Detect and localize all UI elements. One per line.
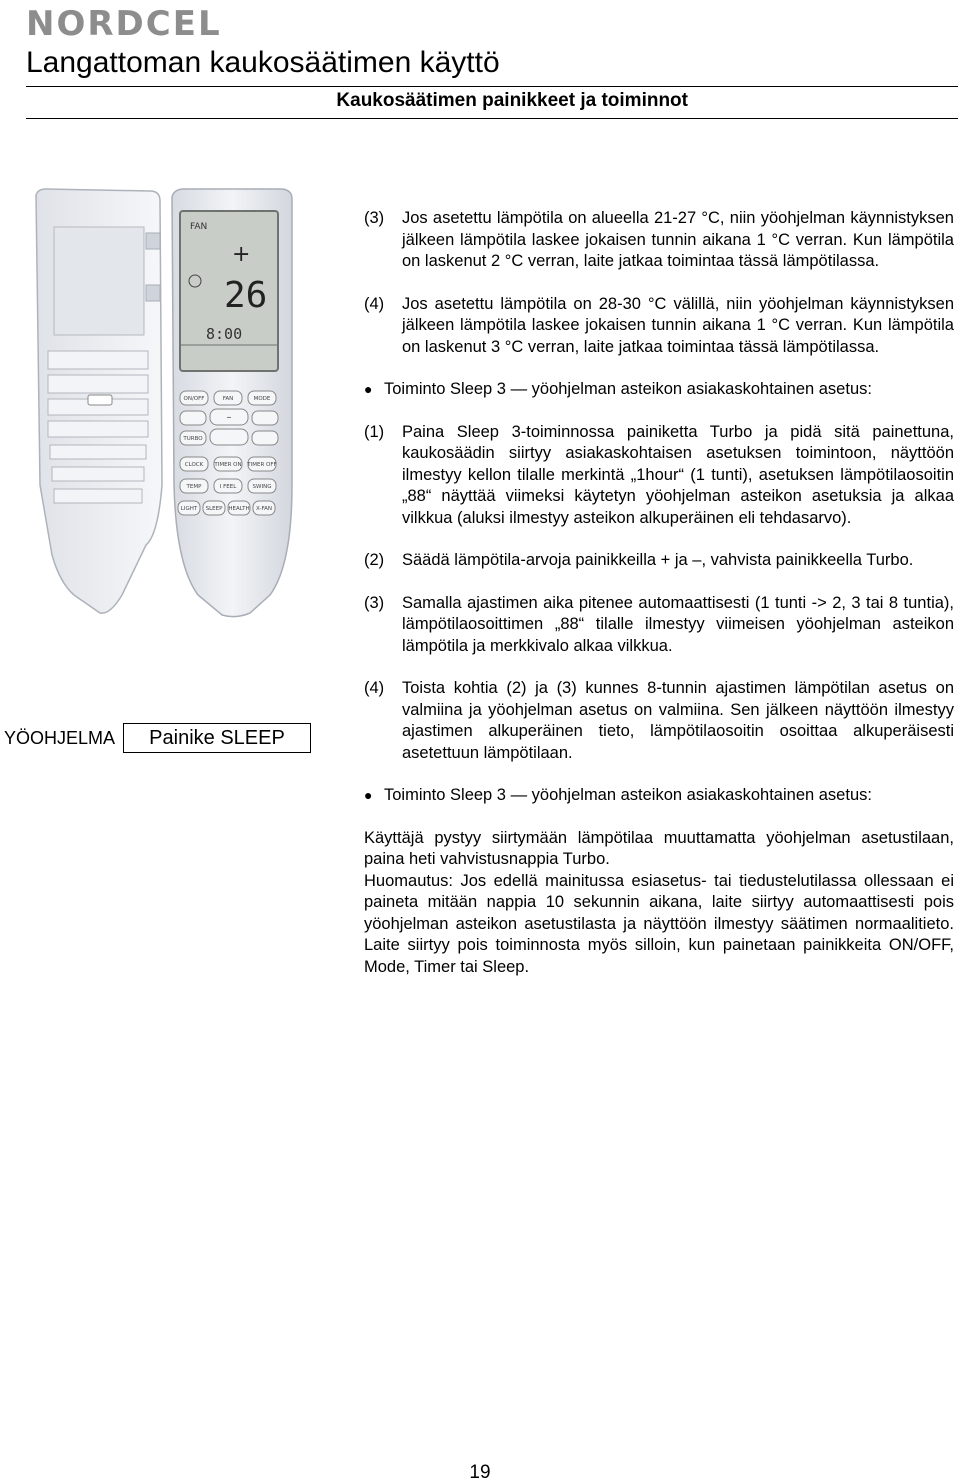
svg-text:X-FAN: X-FAN xyxy=(255,506,273,512)
svg-text:–: – xyxy=(226,412,232,423)
svg-text:SWING: SWING xyxy=(252,484,272,490)
svg-text:8:00: 8:00 xyxy=(206,325,243,343)
svg-text:CLOCK: CLOCK xyxy=(184,462,204,468)
svg-text:TURBO: TURBO xyxy=(183,436,203,442)
svg-text:TIMER OFF: TIMER OFF xyxy=(247,462,277,468)
header-rule-top xyxy=(26,86,958,87)
svg-text:26: 26 xyxy=(224,275,268,316)
remote-control-drawing xyxy=(30,185,300,620)
bullet-heading: ● Toiminto Sleep 3 — yöohjelman asteikon asiakaskohtainen asetus: xyxy=(364,379,954,401)
lid-window xyxy=(54,227,144,335)
svg-text:HEALTH: HEALTH xyxy=(228,506,250,512)
sleep-program-label: YÖOHJELMA xyxy=(4,728,116,748)
svg-text:FAN: FAN xyxy=(222,396,234,402)
svg-text:TEMP: TEMP xyxy=(186,484,202,490)
svg-text:SLEEP: SLEEP xyxy=(205,506,223,512)
list-item: (4) Toista kohtia (2) ja (3) kunnes 8-tunnin ajastimen lämpötilan asetus on valmiina ja yöohjelman asetus on valmiina. Sen jälkeen näyttöön ilmestyy ajastimen alkuperäinen tieto, lämpötilaosoitin osoittaa alkuperäisesti asetettuun lämpötilaan. xyxy=(364,679,954,762)
svg-text:FAN: FAN xyxy=(190,222,208,232)
list-item: (3) Samalla ajastimen aika pitenee automaattisesti (1 tunti -> 2, 3 tai 8 tuntia), lämpötilaosoittimen „88“ tilalle ilmestyy viimeisen yöohjelman asteikon lämpötila ja merkkivalo alkaa vilkkua. xyxy=(364,593,954,655)
page-number: 19 xyxy=(469,1462,491,1483)
svg-text:I FEEL: I FEEL xyxy=(219,484,237,490)
brand-logo: NORDCEL xyxy=(26,4,222,44)
list-item: (4) Jos asetettu lämpötila on 28-30 °C välillä, niin yöohjelman käynnistyksen jälkeen lämpötila laskee jokaisen tunnin aikana 1 °C verran. Kun lämpötila on laskenut 3 °C verran, laite jatkaa toimintaa tässä lämpötilassa. xyxy=(364,294,954,356)
section-subtitle: Kaukosäätimen painikkeet ja toiminnot xyxy=(336,90,688,111)
sleep-button-label-box: Painike SLEEP xyxy=(123,723,311,753)
bullet-icon: ● xyxy=(364,787,373,803)
svg-text:MODE: MODE xyxy=(253,396,271,402)
page-title: Langattoman kaukosäätimen käyttö xyxy=(26,46,500,79)
list-item: (2) Säädä lämpötila-arvoja painikkeilla + ja –, vahvista painikkeella Turbo. xyxy=(364,551,914,569)
svg-text:ON/OFF: ON/OFF xyxy=(183,396,205,402)
svg-text:TIMER ON: TIMER ON xyxy=(214,462,242,468)
paragraph: Käyttäjä pystyy siirtymään lämpötilaa muuttamatta yöohjelman asetustilaan, paina heti vahvistusnappia Turbo. xyxy=(364,828,954,868)
list-item: (1) Paina Sleep 3-toiminnossa painiketta Turbo ja pidä sitä painettuna, kaukosäädin siirtyy asiakaskohtaisen asetuksen toimintoon, näyttöön ilmestyy kellon tilalle merkintä „1hour“ (1 tunti), asetuksen lämpötilaosoitin „88“ näyttää viimeksi käytetyn yöohjelman asteikon asetuksia ja alkaa vilkkua (aluksi ilmestyy asteikon alkuperäinen eli tehdasarvo). xyxy=(364,422,954,527)
header-rule-bottom xyxy=(26,118,958,119)
list-item: (3) Jos asetettu lämpötila on alueella 21-27 °C, niin yöohjelman käynnistyksen jälkeen lämpötila laskee jokaisen tunnin aikana 1 °C verran. Kun lämpötila on laskenut 2 °C verran, laite jatkaa toimintaa tässä lämpötilassa. xyxy=(364,209,954,270)
remote-illustration xyxy=(30,185,300,620)
svg-text:+: + xyxy=(232,242,251,267)
text-block-top xyxy=(364,208,954,978)
paragraph: Huomautus: Jos edellä mainitussa esiasetus- tai tiedustelutilassa ollessaan ei paineta mitään nappia 10 sekunnin aikana, laite siirtyy automaattisesti pois yöohjelman asteikon asetustilasta ja näyttöön ilmestyy säätimen normaalitieto. Laite siirtyy pois toiminnosta myös silloin, kun painetaan painikkeita ON/OFF, Mode, Timer tai Sleep. xyxy=(364,871,954,976)
bullet-icon: ● xyxy=(364,381,373,397)
bullet-heading: ● Toiminto Sleep 3 — yöohjelman asteikon asiakaskohtainen asetus: xyxy=(364,785,954,807)
svg-text:LIGHT: LIGHT xyxy=(180,506,198,512)
